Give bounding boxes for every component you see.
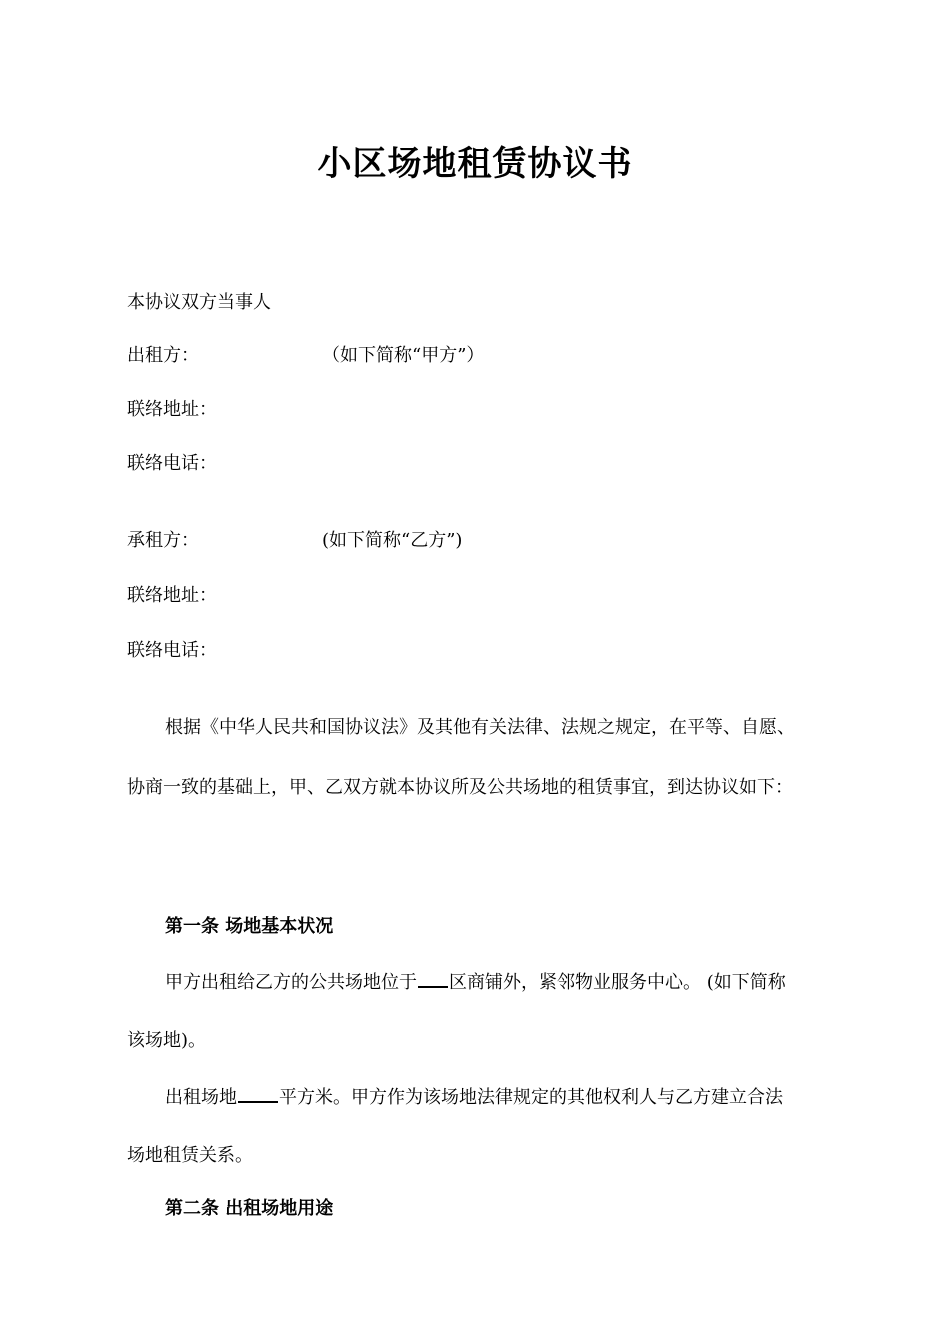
article-1-paragraph-1-line-1 <box>165 968 786 996</box>
lessor-alias: （如下简称“甲方”） <box>322 345 485 366</box>
area-blank <box>238 1083 278 1103</box>
article-1-text-a: 甲方出租给乙方的公共场地位于 <box>165 972 417 993</box>
lessee-label: 承租方： <box>127 530 199 551</box>
article-1-paragraph-2-line-2: 场地租赁关系。 <box>127 1145 253 1166</box>
article-1-paragraph-1-line-2: 该场地)。 <box>127 1030 207 1051</box>
intro-text: 本协议双方当事人 <box>127 292 271 313</box>
lessee-alias: (如下简称“乙方”) <box>322 530 463 551</box>
lessor-phone-label: 联络电话： <box>127 453 217 474</box>
lessee-phone-label: 联络电话： <box>127 640 217 661</box>
article-1-paragraph-2-line-1 <box>165 1083 783 1111</box>
lessor-address-label: 联络地址： <box>127 399 217 420</box>
article-1-area-text-b: 平方米。甲方作为该场地法律规定的其他权利人与乙方建立合法 <box>279 1087 783 1108</box>
document-title: 小区场地租赁协议书 <box>317 144 633 184</box>
lessor-label: 出租方： <box>127 345 199 366</box>
district-blank <box>418 968 448 988</box>
article-2-heading: 第二条 出租场地用途 <box>165 1198 334 1219</box>
article-1-area-text-a: 出租场地 <box>165 1087 237 1108</box>
preamble-line-2: 协商一致的基础上，甲、乙双方就本协议所及公共场地的租赁事宜，到达协议如下： <box>127 777 793 798</box>
article-1-heading: 第一条 场地基本状况 <box>165 916 334 937</box>
preamble-line-1: 根据《中华人民共和国协议法》及其他有关法律、法规之规定，在平等、自愿、 <box>165 717 795 738</box>
article-1-text-b: 区商铺外，紧邻物业服务中心。 (如下简称 <box>449 972 786 993</box>
lessee-address-label: 联络地址： <box>127 585 217 606</box>
